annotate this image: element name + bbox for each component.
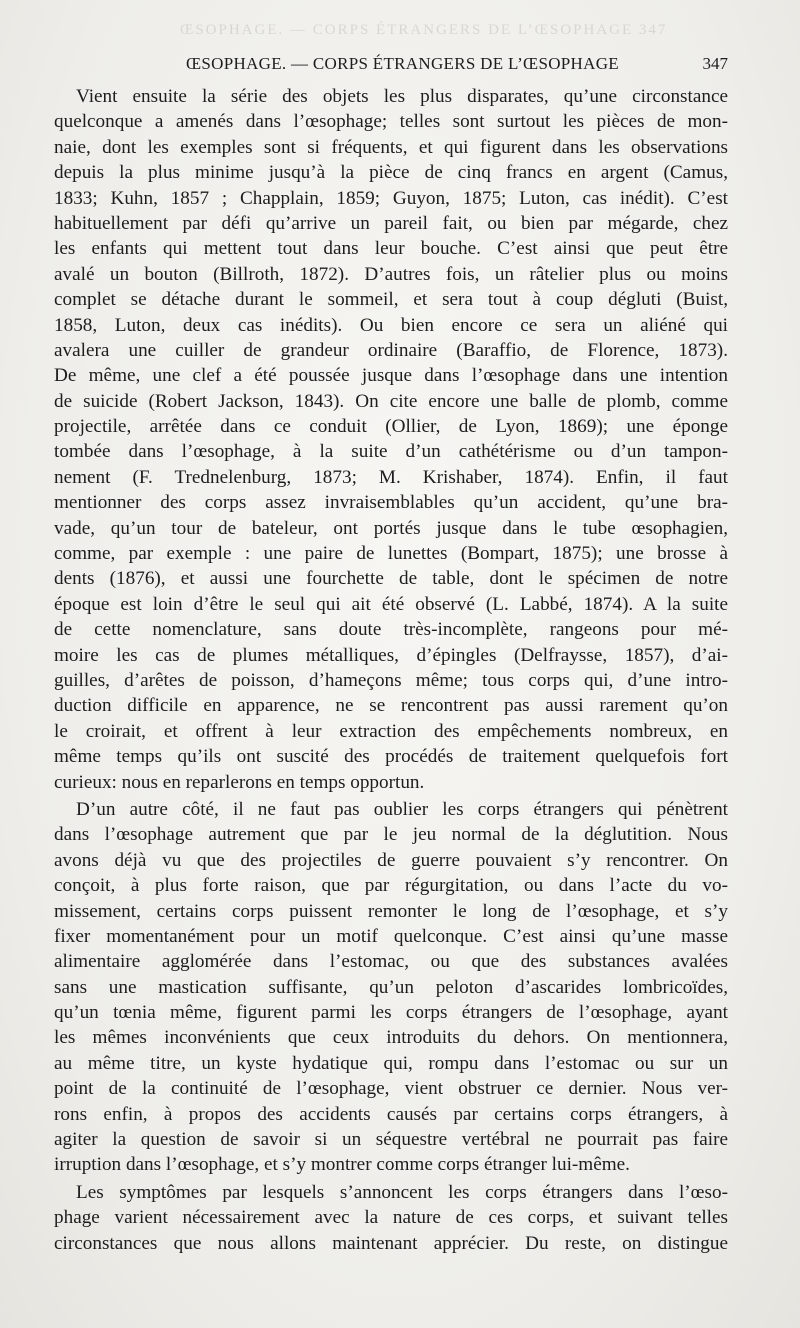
text-line: quelconque a amenés dans l’œsophage; telles sont surtout les pièces de mon- xyxy=(54,111,728,133)
body-text xyxy=(54,84,728,1256)
text-line: au même titre, un kyste hydatique qui, rompu dans l’estomac ou sur un xyxy=(54,1052,728,1074)
text-line: D’un autre côté, il ne faut pas oublier les corps étrangers qui pénètrent xyxy=(76,798,728,820)
text-line: avalera une cuiller de grandeur ordinaire (Baraffio, de Florence, 1873). xyxy=(54,339,728,361)
page-number: 347 xyxy=(702,54,728,73)
text-line: complet se détache durant le sommeil, et sera tout à coup dégluti (Buist, xyxy=(54,289,728,311)
text-line: qu’un tœnia même, figurent parmi les corps étrangers de l’œsophage, ayant xyxy=(54,1002,728,1024)
text-line: agiter la question de savoir si un séquestre vertébral ne pourrait pas faire xyxy=(54,1129,728,1151)
text-line: époque est loin d’être le seul qui ait été observé (L. Labbé, 1874). A la suite xyxy=(54,593,728,615)
text-line: depuis la plus minime jusqu’à la pièce de cinq francs en argent (Camus, xyxy=(54,162,728,184)
text-line: même temps qu’ils ont suscité des procédés de traitement quelquefois fort xyxy=(54,746,728,768)
text-line: avalé un bouton (Billroth, 1872). D’autres fois, un râtelier plus ou moins xyxy=(54,263,728,285)
text-line: comme, par exemple : une paire de lunettes (Bompart, 1875); une brosse à xyxy=(54,543,728,565)
text-line: mentionner des corps assez invraisemblables qu’un accident, qu’une bra- xyxy=(54,492,728,514)
text-line: fixer momentanément pour un motif quelconque. C’est ainsi qu’une masse xyxy=(54,925,728,947)
text-line: projectile, arrêtée dans ce conduit (Ollier, de Lyon, 1869); une éponge xyxy=(54,416,728,438)
text-line: les enfants qui mettent tout dans leur bouche. C’est ainsi que peut être xyxy=(54,238,728,260)
text-line: les mêmes inconvénients que ceux introduits du dehors. On mentionnera, xyxy=(54,1027,728,1049)
text-line: dents (1876), et aussi une fourchette de table, dont le spécimen de notre xyxy=(54,568,728,590)
text-line: irruption dans l’œsophage, et s’y montrer comme corps étranger lui-même. xyxy=(54,1154,630,1176)
text-line: missement, certains corps puissent remonter le long de l’œsophage, et s’y xyxy=(54,900,728,922)
text-line: phage varient nécessairement avec la nature de ces corps, et suivant telles xyxy=(54,1207,728,1229)
text-line: sans une mastication suffisante, qu’un peloton d’ascarides lombricoïdes, xyxy=(54,976,728,998)
running-title: ŒSOPHAGE. — CORPS ÉTRANGERS DE L’ŒSOPHAGE xyxy=(186,54,619,73)
text-line: 1858, Luton, deux cas inédits). Ou bien encore ce sera un aliéné qui xyxy=(54,314,728,336)
text-line: conçoit, à plus forte raison, que par régurgitation, ou dans l’acte du vo- xyxy=(54,875,728,897)
bleed-through-text: ŒSOPHAGE. — CORPS ÉTRANGERS DE L’ŒSOPHAGE 347 xyxy=(180,22,668,38)
text-line: 1833; Kuhn, 1857 ; Chapplain, 1859; Guyon, 1875; Luton, cas inédit). C’est xyxy=(54,187,728,209)
text-line: tombée dans l’œsophage, à la suite d’un cathétérisme ou d’un tampon- xyxy=(54,441,728,463)
text-line: guilles, d’arêtes de poisson, d’hameçons même; tous corps qui, d’une intro- xyxy=(54,669,728,691)
text-line: habituellement par défi qu’arrive un pareil fait, ou bien par mégarde, chez xyxy=(54,212,728,234)
text-line: moire les cas de plumes métalliques, d’épingles (Delfraysse, 1857), d’ai- xyxy=(54,644,728,666)
text-line: De même, une clef a été poussée jusque dans l’œsophage dans une intention xyxy=(54,365,728,387)
text-line: naie, dont les exemples sont si fréquents, et qui figurent dans les observations xyxy=(54,136,728,158)
text-line: avons déjà vu que des projectiles de guerre pouvaient s’y rencontrer. On xyxy=(54,849,728,871)
text-line: duction difficile en apparence, ne se rencontrent pas aussi rarement qu’on xyxy=(54,695,728,717)
text-line: circonstances que nous allons maintenant apprécier. Du reste, on distingue xyxy=(54,1232,728,1254)
text-line: de cette nomenclature, sans doute très-incomplète, rangeons pour mé- xyxy=(54,619,728,641)
text-line: nement (F. Trednelenburg, 1873; M. Krishaber, 1874). Enfin, il faut xyxy=(54,466,728,488)
text-line: rons enfin, à propos des accidents causés par certains corps étrangers, à xyxy=(54,1103,728,1125)
text-line: de suicide (Robert Jackson, 1843). On cite encore une balle de plomb, comme xyxy=(54,390,728,412)
text-line: Les symptômes par lesquels s’annoncent les corps étrangers dans l’œso- xyxy=(76,1181,728,1203)
running-header xyxy=(58,54,728,80)
text-line: vade, qu’un tour de bateleur, ont portés jusque dans le tube œsophagien, xyxy=(54,517,728,539)
text-line: alimentaire agglomérée dans l’estomac, ou que des substances avalées xyxy=(54,951,728,973)
text-line: point de la continuité de l’œsophage, vient obstruer ce dernier. Nous ver- xyxy=(54,1078,728,1100)
text-line: dans l’œsophage autrement que par le jeu normal de la déglutition. Nous xyxy=(54,824,728,846)
text-line: Vient ensuite la série des objets les plus disparates, qu’une circonstance xyxy=(76,86,728,107)
text-line: curieux: nous en reparlerons en temps opportun. xyxy=(54,771,425,793)
text-line: le croirait, et offrent à leur extraction des empêchements nombreux, en xyxy=(54,720,728,742)
